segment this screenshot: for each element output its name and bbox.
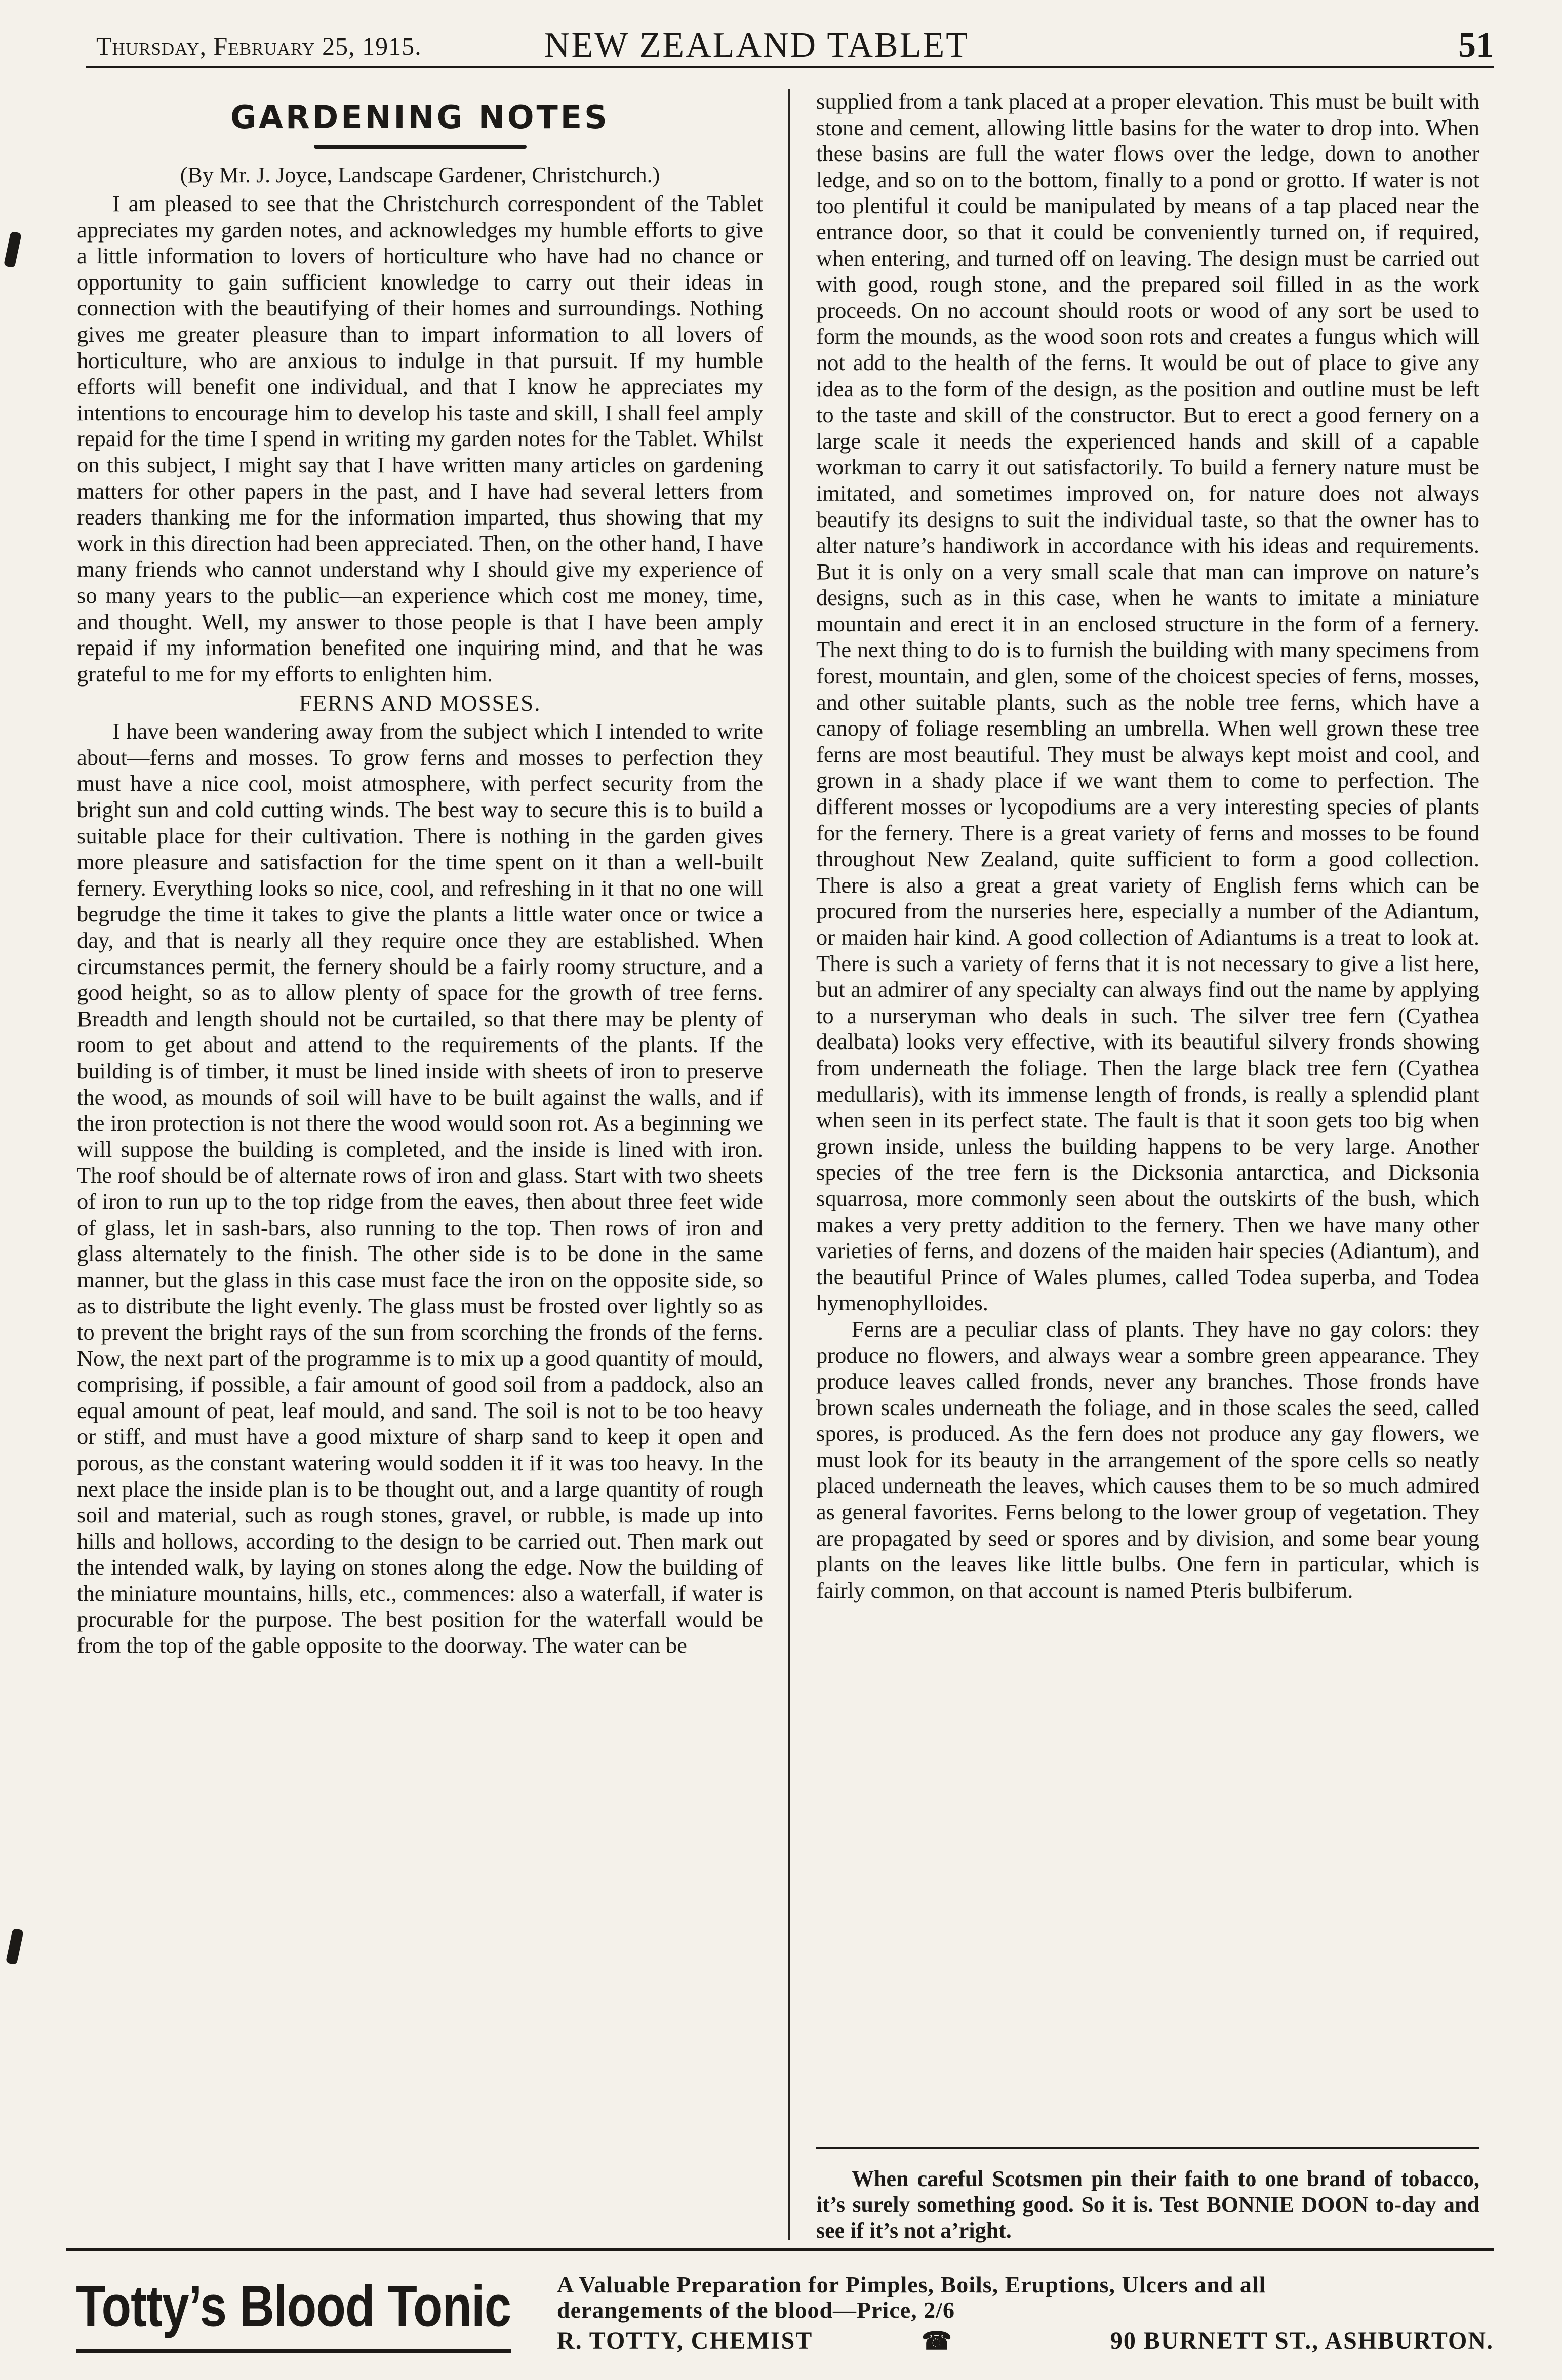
tobacco-promo [816, 2147, 1479, 2243]
advert-address-line [557, 2327, 1494, 2355]
section-subhead: FERNS AND MOSSES. [299, 691, 541, 716]
right-column [816, 89, 1479, 1603]
margin-blot-mark [4, 231, 22, 268]
brand-underline [76, 2349, 511, 2353]
article-title: GARDENING NOTES [230, 99, 610, 136]
paper-title: NEW ZEALAND TABLET [544, 26, 970, 65]
ferns-paragraph-right: supplied from a tank placed at a proper elevation. This must be built with stone and cement, allowing little basins for the water to drop into. When these basins are full the water flows over the ledge, down to another ledge, and so on to the bottom, finally to a pond or grotto. If water is not too plentiful it could be manipulated by means of a tap placed near the entrance door, so that it could be conveniently turned on, if required, when entering, and turned off on leaving. The design must be carried out with good, rough stone, and the prepared soil filled in as the work proceeds. On no account should roots or wood of any sort be used to form the mounds, as the wood soon rots and creates a fungus which will not add to the health of the ferns. It would be out of place to give any idea as to the form of the design, as the position and outline must be left to the taste and skill of the constructor. But to erect a good fernery on a large scale it needs the experienced hands and skill of a capable workman to carry it out satisfactorily. To build a fernery nature must be imitated, and sometimes improved on, for nature does not always beautify its designs to suit the individual taste, so that the owner has to alter nature’s handiwork in accordance with his ideas and requirements. But it is only on a very small scale that man can improve on nature’s designs, such as in this case, when he wants to imitate a miniature mountain and erect it in an enclosed structure in the form of a fernery. The next thing to do is to furnish the building with many specimens from forest, mountain, and glen, some of the choicest species of ferns, mosses, and other suitable plants, such as the noble tree ferns, which have a canopy of foliage resembling an umbrella. When well grown these tree ferns are most beautiful. They must be always kept moist and cool, and grown in a shady place if we want them to come to perfection. The different mosses or lycopodiums are a very interesting species of plants for the fernery. There is a great variety of ferns and mosses to be found throughout New Zealand, quite sufficient to form a good collection. There is also a great a great variety of English ferns which can be procured from the nurseries here, especially a number of the Adiantum, or maiden hair kind. A good collection of Adiantums is a treat to look at. There is such a variety of ferns that it is not necessary to give a list here, but an admirer of any specialty can always find out the name by applying to a nurseryman who deals in such. The silver tree fern (Cyathea dealbata) looks very effective, with its beautiful silvery fronds showing from underneath the foliage. Then the large black tree fern (Cyathea medullaris), with its immense length of fronds, is really a splendid plant when seen in its perfect state. The fault is that it soon gets too big when grown inside, unless the building happens to be very large. Another species of the tree fern is the Dicksonia antarctica, and Dicksonia squarrosa, more commonly seen about the outskirts of the bush, which makes a very pretty addition to the fernery. Then we have many other varieties of ferns, and dozens of the maiden hair species (Adiantum), and the beautiful Prince of Wales plumes, called Todea superba, and Todea hymenophylloides. [816, 89, 1479, 1316]
telephone-icon: ☎ [922, 2328, 953, 2355]
advert-rule [66, 2248, 1494, 2251]
margin-blot-mark [6, 1928, 24, 1965]
page-number: 51 [1458, 26, 1494, 65]
masthead [86, 24, 1494, 65]
ferns-class-paragraph: Ferns are a peculiar class of plants. They have no gay colors: they produce no flowers, and always wear a sombre green appearance. They produce leaves called fronds, never any branches. Those fronds have brown scales underneath the foliage, and in those scales the seed, called spores, is produced. As the fern does not produce any gay flowers, we must look for its beauty in the arrangement of the spore cells so neatly placed underneath the leaves, which causes them to be so much admired as general favorites. Ferns belong to the lower group of vegetation. They are propagated by seed or spores and by division, and some bear young plants on the leaves like little bulbs. One fern in particular, which is fairly common, on that account is named Pteris bulbiferum. [816, 1316, 1479, 1603]
advert-line-1: A Valuable Preparation for Pimples, Boils, Eruptions, Ulcers and all [557, 2272, 1266, 2297]
article-byline: (By Mr. J. Joyce, Landscape Gardener, Christchurch.) [180, 163, 660, 187]
ferns-paragraph-left: I have been wandering away from the subject which I intended to write about—ferns and mosses. To grow ferns and mosses to perfection they must have a nice cool, moist atmosphere, with perfect security from the bright sun and cold cutting winds. The best way to secure this is to build a suitable place for their cultivation. There is nothing in the garden gives more pleasure and satisfaction for the time spent on it than a well-built fernery. Everything looks so nice, cool, and refreshing in it that no one will begrudge the time it takes to give the plants a little water once or twice a day, and that is nearly all they require once they are established. When circumstances permit, the fernery should be a fairly roomy structure, and a good height, so as to allow plenty of space for the growth of tree ferns. Breadth and length should not be curtailed, so that there may be plenty of room to get about and attend to the requirements of the plants. If the building is of timber, it must be lined inside with sheets of iron to preserve the wood, as mounds of soil will have to be built against the walls, and if the iron protection is not there the wood would soon rot. As a beginning we will suppose the building is completed, and the inside is lined with iron. The roof should be of alternate rows of iron and glass. Start with two sheets of iron to run up to the top ridge from the eaves, then about three feet wide of glass, let in sash-bars, also running to the top. Then rows of iron and glass alternately to the finish. The other side is to be done in the same manner, but the glass in this case must face the iron on the opposite side, so as to distribute the light evenly. The glass must be frosted over lightly so as to prevent the bright rays of the sun from scorching the fronds of the ferns. Now, the next part of the programme is to mix up a good quantity of mould, comprising, if possible, a fair amount of good soil from a paddock, also an equal amount of peat, leaf mould, and sand. The soil is not to be too heavy or stiff, and must have a good mixture of sharp sand to keep it open and porous, as the constant watering would sodden it if it was too heavy. In the next place the inside plan is to be thought out, and a large quantity of rough soil and material, such as rough stones, gravel, or rubble, is made up into hills and hollows, according to the design to be carried out. Then mark out the intended walk, by laying on stones along the edge. Now the building of the miniature mountains, hills, etc., commences: also a waterfall, if water is procurable for the purpose. The best position for the waterfall would be from the top of the gable opposite to the doorway. The water can be [77, 718, 763, 1659]
left-column [77, 89, 763, 1659]
advert-brand: Totty’s Blood Tonic [76, 2274, 511, 2339]
column-divider [788, 89, 790, 2240]
title-ornament-rule [314, 145, 527, 149]
issue-date: Thursday, February 25, 1915. [96, 32, 422, 60]
intro-paragraph: I am pleased to see that the Christchurch correspondent of the Tablet appreciates my garden notes, and acknowledges my humble efforts to give a little information to lovers of horticulture who have had no chance or opportunity to gain sufficient knowledge to carry out their ideas in connection with the beautifying of their homes and surroundings. Nothing gives me greater pleasure than to impart information to all lovers of horticulture, who are anxious to indulge in that pursuit. If my humble efforts will benefit one individual, and that I know he appreciates my intentions to encourage him to develop his taste and skill, I shall feel amply repaid for the time I spend in writing my garden notes for the Tablet. Whilst on this subject, I might say that I have written many articles on gardening matters for other papers in the past, and I have had several letters from readers thanking me for the information imparted, thus showing that my work in this direction had been appreciated. Then, on the other hand, I have many friends who cannot understand why I should give my experience of so many years to the public—an experience which cost me money, time, and thought. Well, my answer to those people is that I have been amply repaid if my information benefited one inquiring mind, and that he was grateful to me for my efforts to enlighten him. [77, 191, 763, 687]
promo-rule [816, 2147, 1479, 2149]
advert-line-2: derangements of the blood—Price, 2/6 [557, 2297, 955, 2323]
promo-text: When careful Scotsmen pin their faith to one brand of tobacco, it’s surely something good. So it is. Test BONNIE DOON to-day and see if it’s not a’right. [816, 2166, 1479, 2243]
advert-chemist: R. TOTTY, CHEMIST [557, 2327, 813, 2354]
advertisement [76, 2268, 1494, 2364]
advert-address: 90 BURNETT ST., ASHBURTON. [1110, 2327, 1494, 2354]
masthead-rule [86, 66, 1494, 68]
